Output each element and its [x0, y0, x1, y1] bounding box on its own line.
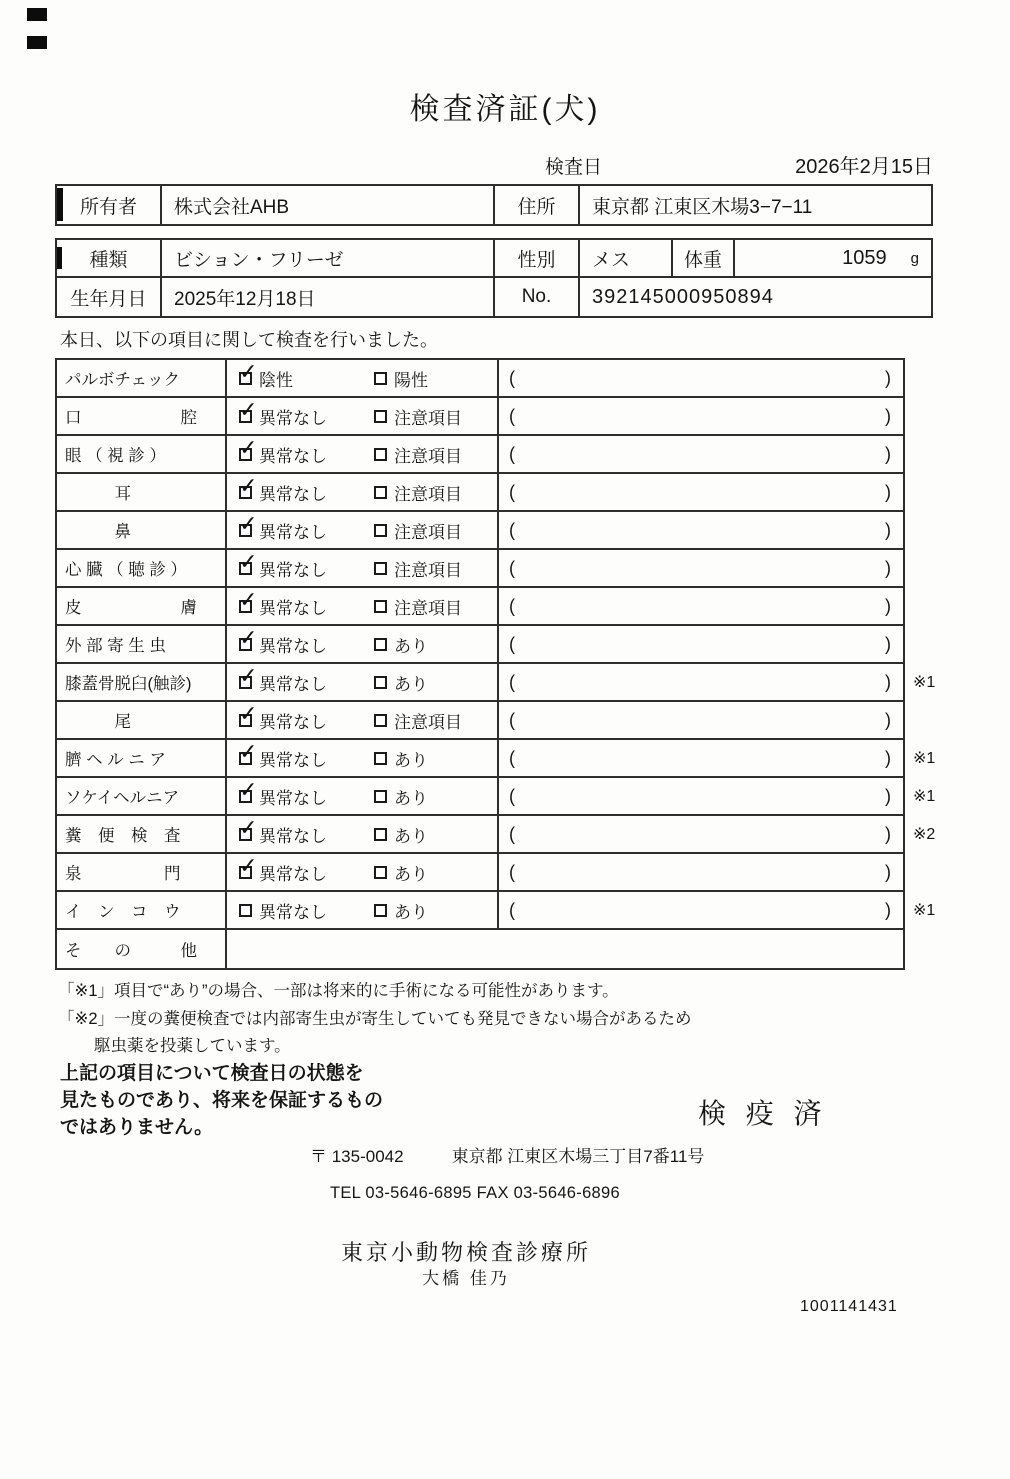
checkbox-icon — [239, 904, 252, 917]
checkbox-icon — [239, 448, 252, 461]
scan-mark — [27, 36, 47, 49]
exam-item-label: 耳 — [57, 474, 227, 510]
breed-row — [57, 240, 931, 278]
exam-item-label: イ ン コ ウ — [57, 892, 227, 928]
owner-table — [55, 184, 933, 226]
option2-cell — [362, 778, 497, 814]
exam-item-label: 外 部 寄 生 虫 — [57, 626, 227, 662]
owner-value: 株式会社AHB — [162, 186, 495, 224]
option1-cell — [227, 854, 362, 890]
option2-label: あり — [394, 750, 428, 770]
exam-item-label: そ の 他 — [57, 930, 227, 968]
result-blank-cell — [497, 436, 903, 472]
option2-label: あり — [394, 636, 428, 656]
result-blank-cell — [497, 550, 903, 586]
result-blank-cell — [497, 474, 903, 510]
result-blank-cell — [497, 664, 903, 700]
vet-name: 大橋 佳乃 — [422, 1269, 510, 1288]
footnote-1: 「※1」項目で“あり”の場合、一部は将来的に手術になる可能性があります。 — [58, 982, 619, 1000]
checkbox-icon — [239, 486, 252, 499]
option2-cell — [362, 436, 497, 472]
result-blank-cell — [497, 702, 903, 738]
checkbox-icon — [239, 600, 252, 613]
note-badge: ※1 — [913, 902, 936, 919]
pet-info-table — [55, 238, 933, 318]
table-row — [57, 626, 903, 664]
option2-cell — [362, 360, 497, 396]
weight-unit: g — [910, 249, 919, 267]
option2-label: あり — [394, 788, 428, 808]
option2-cell — [362, 740, 497, 776]
result-blank-cell — [497, 398, 903, 434]
table-row — [57, 702, 903, 740]
note-badge: ※1 — [913, 674, 936, 691]
clinic-address: 東京都 江東区木場三丁目7番11号 — [451, 1147, 705, 1166]
option2-label: 陽性 — [394, 370, 428, 390]
note-badge: ※2 — [913, 826, 936, 843]
paren-close-icon: ) — [885, 557, 891, 578]
table-row — [57, 512, 903, 550]
option1-cell — [227, 892, 362, 928]
no-value: 392145000950894 — [592, 285, 774, 308]
birth-row — [57, 278, 931, 316]
tel-fax: TEL 03-5646-6895 FAX 03-5646-6896 — [330, 1184, 620, 1202]
option1-label: 異常なし — [259, 788, 327, 808]
result-blank-cell — [497, 892, 903, 928]
paren-close-icon: ) — [885, 519, 891, 540]
paren-open-icon: ( — [509, 709, 515, 730]
exam-date-value: 2026年2月15日 — [795, 156, 933, 178]
checkbox-icon — [374, 410, 387, 423]
paren-open-icon: ( — [509, 861, 515, 882]
result-blank-cell — [497, 512, 903, 548]
option2-label: 注意項目 — [394, 712, 462, 732]
option2-cell — [362, 702, 497, 738]
checkbox-icon — [239, 790, 252, 803]
paren-close-icon: ) — [885, 709, 891, 730]
birth-value: 2025年12月18日 — [162, 278, 495, 316]
option1-cell — [227, 778, 362, 814]
paren-open-icon: ( — [509, 747, 515, 768]
scan-mark — [27, 8, 47, 21]
paren-close-icon: ) — [885, 861, 891, 882]
paren-close-icon: ) — [885, 405, 891, 426]
paren-open-icon: ( — [509, 899, 515, 920]
table-row-other — [57, 930, 903, 968]
option1-label: 異常なし — [259, 864, 327, 884]
paren-open-icon: ( — [509, 367, 515, 388]
table-row — [57, 740, 936, 778]
page-title: 検査済証(犬) — [409, 93, 601, 126]
result-blank-cell — [497, 778, 903, 814]
address-value: 東京都 江東区木場3−7−11 — [592, 196, 813, 218]
disclaimer-line: 上記の項目について検査日の状態を — [60, 1063, 364, 1084]
exam-date-label: 検査日 — [545, 157, 603, 178]
paren-close-icon: ) — [885, 747, 891, 768]
checkbox-icon — [374, 904, 387, 917]
exam-item-label: 泉 門 — [57, 854, 227, 890]
option2-cell — [362, 588, 497, 624]
checkbox-icon — [374, 448, 387, 461]
table-row — [57, 436, 903, 474]
option2-label: 注意項目 — [394, 446, 462, 466]
option1-label: 異常なし — [259, 522, 327, 542]
checkbox-icon — [239, 562, 252, 575]
option2-cell — [362, 512, 497, 548]
checkbox-icon — [374, 600, 387, 613]
option2-label: 注意項目 — [394, 560, 462, 580]
paren-open-icon: ( — [509, 633, 515, 654]
paren-close-icon: ) — [885, 443, 891, 464]
weight-cell — [735, 240, 931, 276]
note-badge: ※1 — [913, 750, 936, 767]
paren-close-icon: ) — [885, 823, 891, 844]
paren-close-icon: ) — [885, 595, 891, 616]
option1-label: 異常なし — [259, 446, 327, 466]
disclaimer — [60, 1060, 383, 1141]
table-row — [57, 588, 903, 626]
clinic-name: 東京小動物検査診療所 — [340, 1240, 591, 1265]
checkbox-icon — [374, 866, 387, 879]
option2-label: 注意項目 — [394, 408, 462, 428]
checkbox-icon — [239, 828, 252, 841]
weight-label: 体重 — [673, 240, 735, 276]
checkbox-icon — [239, 752, 252, 765]
checkbox-icon — [239, 866, 252, 879]
weight-value: 1059 — [842, 246, 887, 269]
option2-label: 注意項目 — [394, 484, 462, 504]
quarantine-stamp: 検 疫 済 — [698, 1098, 828, 1129]
exam-table — [55, 358, 936, 970]
checkbox-icon — [239, 410, 252, 423]
exam-item-label: 眼 （ 視 診 ） — [57, 436, 227, 472]
exam-item-label: 鼻 — [57, 512, 227, 548]
result-blank-cell — [497, 740, 903, 776]
sex-value: メス — [580, 240, 673, 276]
exam-item-label: 皮 膚 — [57, 588, 227, 624]
paren-open-icon: ( — [509, 671, 515, 692]
result-blank-cell — [497, 854, 903, 890]
checkbox-icon — [239, 638, 252, 651]
checkbox-icon — [374, 676, 387, 689]
exam-item-label: 尾 — [57, 702, 227, 738]
paren-close-icon: ) — [885, 367, 891, 388]
footnote-2-line1: 「※2」一度の糞便検査では内部寄生虫が寄生していても発見できない場合があるため — [58, 1010, 692, 1028]
no-label: No. — [495, 278, 580, 316]
paren-close-icon: ) — [885, 671, 891, 692]
checkbox-icon — [239, 714, 252, 727]
checkbox-icon — [374, 562, 387, 575]
paren-open-icon: ( — [509, 481, 515, 502]
disclaimer-line: ではありません。 — [60, 1117, 214, 1138]
checkbox-icon — [374, 638, 387, 651]
option2-cell — [362, 854, 497, 890]
result-blank-cell — [497, 626, 903, 662]
option2-label: あり — [394, 902, 428, 922]
option1-cell — [227, 512, 362, 548]
exam-item-label: 膝蓋骨脱臼(触診) — [57, 664, 227, 700]
option1-cell — [227, 588, 362, 624]
paren-open-icon: ( — [509, 823, 515, 844]
breed-value: ビション・フリーゼ — [162, 240, 495, 276]
breed-label: 種類 — [57, 240, 162, 276]
option1-label: 異常なし — [259, 560, 327, 580]
owner-label: 所有者 — [57, 186, 162, 224]
option1-cell — [227, 626, 362, 662]
paren-close-icon: ) — [885, 481, 891, 502]
checkbox-icon — [239, 676, 252, 689]
option1-label: 異常なし — [259, 902, 327, 922]
paren-open-icon: ( — [509, 595, 515, 616]
option1-cell — [227, 436, 362, 472]
exam-date-row — [545, 150, 933, 179]
sex-label: 性別 — [495, 240, 580, 276]
note-badge: ※1 — [913, 788, 936, 805]
paren-close-icon: ) — [885, 785, 891, 806]
paren-open-icon: ( — [509, 785, 515, 806]
checkbox-icon — [374, 524, 387, 537]
result-blank-cell — [497, 816, 903, 852]
option1-label: 異常なし — [259, 712, 327, 732]
birth-label: 生年月日 — [57, 278, 162, 316]
option2-cell — [362, 626, 497, 662]
paren-open-icon: ( — [509, 519, 515, 540]
table-row — [57, 816, 936, 854]
table-row — [57, 778, 936, 816]
option2-label: 注意項目 — [394, 522, 462, 542]
option2-label: あり — [394, 826, 428, 846]
table-row — [57, 398, 903, 436]
checkbox-icon — [374, 714, 387, 727]
exam-item-label: ソケイヘルニア — [57, 778, 227, 814]
paren-open-icon: ( — [509, 405, 515, 426]
table-row — [57, 550, 903, 588]
checkbox-icon — [374, 486, 387, 499]
checkbox-icon — [239, 524, 252, 537]
option1-label: 異常なし — [259, 674, 327, 694]
option2-cell — [362, 664, 497, 700]
exam-item-label: 糞 便 検 査 — [57, 816, 227, 852]
option1-label: 異常なし — [259, 484, 327, 504]
table-row — [57, 360, 903, 398]
option2-label: 注意項目 — [394, 598, 462, 618]
other-blank-cell — [227, 930, 903, 968]
paren-open-icon: ( — [509, 443, 515, 464]
intro-text: 本日、以下の項目に関して検査を行いました。 — [60, 330, 438, 350]
option1-label: 異常なし — [259, 636, 327, 656]
checkbox-icon — [374, 828, 387, 841]
option1-label: 異常なし — [259, 750, 327, 770]
option1-label: 陰性 — [259, 370, 293, 390]
option1-cell — [227, 550, 362, 586]
option1-cell — [227, 740, 362, 776]
option2-cell — [362, 398, 497, 434]
postal-code: 〒 135-0042 — [310, 1147, 404, 1166]
table-row — [57, 892, 936, 930]
option2-cell — [362, 474, 497, 510]
checkbox-icon — [374, 372, 387, 385]
paren-close-icon: ) — [885, 899, 891, 920]
checkbox-icon — [374, 790, 387, 803]
disclaimer-line: 見たものであり、将来を保証するもの — [60, 1090, 384, 1111]
option1-cell — [227, 702, 362, 738]
table-row — [57, 854, 903, 892]
footnote-2-line2: 駆虫薬を投薬しています。 — [94, 1037, 291, 1055]
table-row — [57, 474, 903, 512]
option2-label: あり — [394, 864, 428, 884]
option1-cell — [227, 816, 362, 852]
paren-close-icon: ) — [885, 633, 891, 654]
address-label: 住所 — [495, 186, 580, 224]
clinic-address-row — [310, 1142, 704, 1167]
doc-number: 1001141431 — [800, 1298, 898, 1315]
exam-item-label: 心 臓 （ 聴 診 ） — [57, 550, 227, 586]
checkbox-icon — [374, 752, 387, 765]
option1-cell — [227, 360, 362, 396]
option1-label: 異常なし — [259, 826, 327, 846]
exam-item-label: パルボチェック — [57, 360, 227, 396]
exam-item-label: 臍 ヘ ル ニ ア — [57, 740, 227, 776]
option2-label: あり — [394, 674, 428, 694]
paren-open-icon: ( — [509, 557, 515, 578]
option2-cell — [362, 816, 497, 852]
option1-label: 異常なし — [259, 598, 327, 618]
option1-cell — [227, 398, 362, 434]
option2-cell — [362, 550, 497, 586]
option1-label: 異常なし — [259, 408, 327, 428]
result-blank-cell — [497, 588, 903, 624]
checkbox-icon — [239, 372, 252, 385]
table-row — [57, 664, 936, 702]
result-blank-cell — [497, 360, 903, 396]
option1-cell — [227, 474, 362, 510]
exam-item-label: 口 腔 — [57, 398, 227, 434]
option2-cell — [362, 892, 497, 928]
option1-cell — [227, 664, 362, 700]
